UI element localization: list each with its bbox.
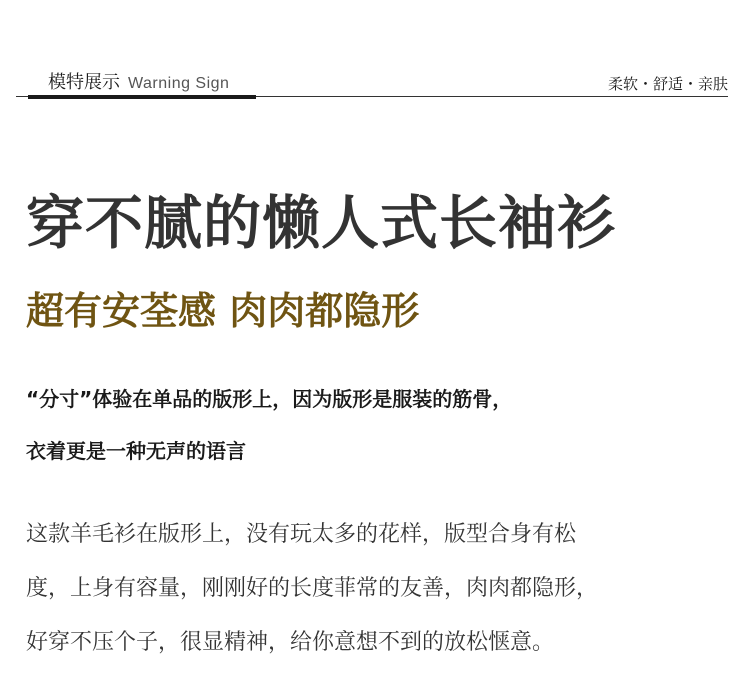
section-title-en: Warning Sign xyxy=(128,75,230,92)
lead-paragraph xyxy=(26,373,512,477)
body-paragraph xyxy=(26,508,598,670)
body-line: 这款羊毛衫在版形上，没有玩太多的花样，版型合身有松 xyxy=(26,522,577,547)
section-header xyxy=(0,0,750,100)
lead-line: 衣着更是一种无声的语言 xyxy=(26,439,246,463)
sub-headline: 超有安荃感 肉肉都隐形 xyxy=(26,289,420,333)
body-line: 好穿不压个子，很显精神，给你意想不到的放松惬意。 xyxy=(26,630,555,655)
main-headline: 穿不腻的懒人式长袖衫 xyxy=(26,189,617,257)
section-title xyxy=(48,68,229,94)
section-title-cn: 模特展示 xyxy=(48,72,120,93)
lead-line: “分寸”体验在单品的版形上，因为版形是服装的筋骨， xyxy=(26,387,513,411)
body-line: 度，上身有容量，刚刚好的长度菲常的友善，肉肉都隐形， xyxy=(26,576,599,601)
header-tagline: 柔软・舒适・亲肤 xyxy=(607,75,728,93)
header-divider-accent xyxy=(28,95,256,99)
